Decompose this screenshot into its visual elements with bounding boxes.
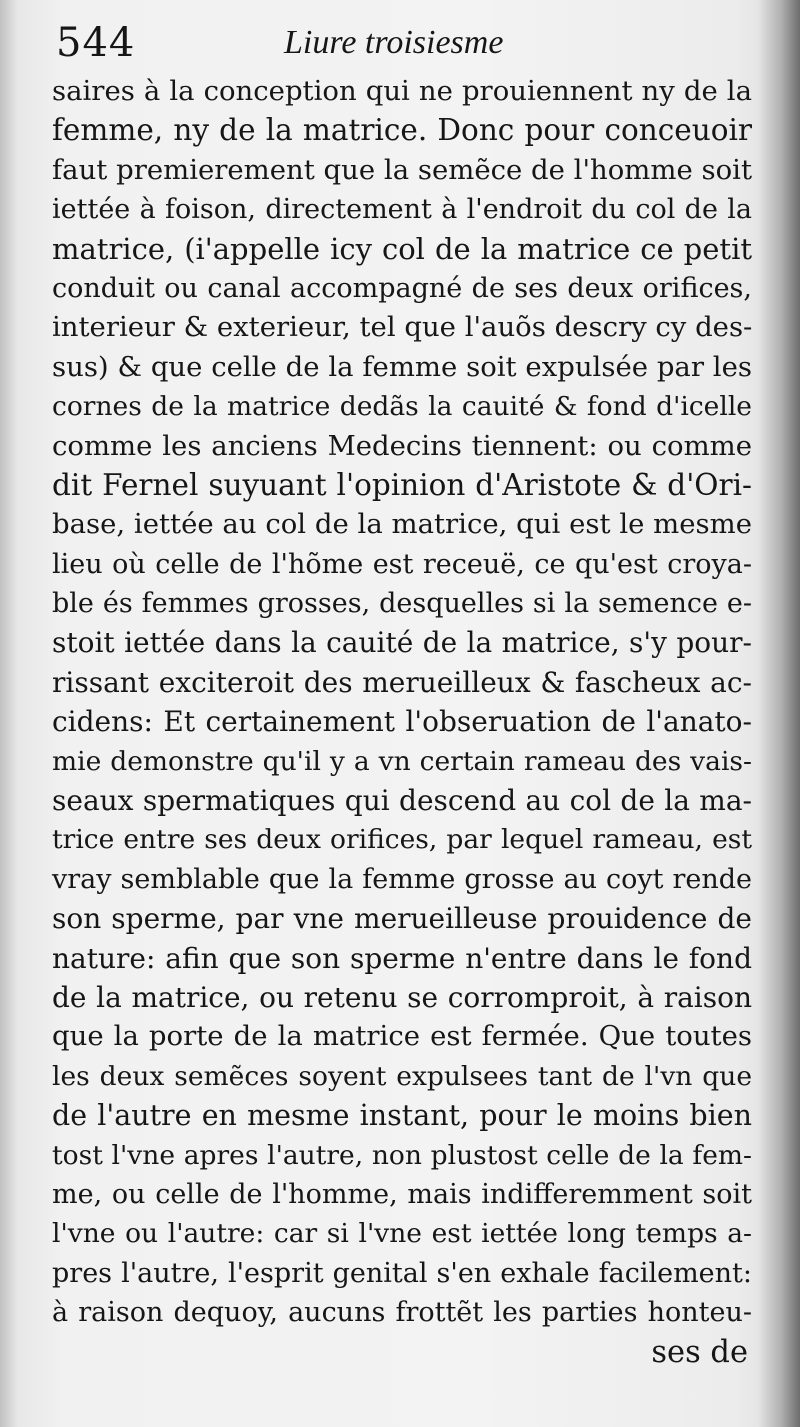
text-line: saires à la conception qui ne prouiennent ny de la (52, 75, 752, 107)
page-header (56, 14, 746, 76)
text-line: nature: afin que son sperme n'entre dans le fond (52, 941, 752, 975)
text-line: femme, ny de la matrice. Donc pour conceuoir (52, 113, 752, 148)
text-line: conduit ou canal accompagné de ses deux orifices, (52, 272, 752, 304)
text-line: tost l'vne apres l'autre, non plustost celle de la fem- (52, 1139, 752, 1171)
text-line: base, iettée au col de la matrice, qui est le mesme (52, 508, 752, 541)
text-line: cornes de la matrice dedãs la cauité & fond d'icelle (52, 391, 752, 423)
text-line: cidens: Et certainement l'obseruation de l'anato- (52, 705, 752, 739)
text-line: sus) & que celle de la femme soit expulsée par les (52, 350, 752, 383)
text-line: pres l'autre, l'esprit genital s'en exhale facilement: (52, 1257, 752, 1289)
text-line: matrice, (i'appelle icy col de la matrice ce petit (52, 231, 752, 266)
body-text (52, 72, 752, 1372)
text-line: trice entre ses deux orifices, par lequel rameau, est (52, 824, 752, 856)
page-right-shadow (758, 0, 800, 1427)
text-line: lieu où celle de l'hõme est receuë, ce qu'est croya- (52, 548, 752, 580)
text-line: ble és femmes grosses, desquelles si la semence e- (52, 588, 752, 620)
page-left-shadow (0, 0, 18, 1427)
text-line: stoit iettée dans la cauité de la matrice, s'y pour- (52, 626, 752, 660)
text-line: faut premierement que la semẽce de l'homme soit (52, 153, 752, 186)
text-line: de l'autre en mesme instant, pour le moins bien (52, 1099, 752, 1133)
text-line: me, ou celle de l'homme, mais indifferemment soit (52, 1178, 752, 1210)
catchword: ses de (651, 1334, 748, 1370)
text-line: rissant exciteroit des merueilleux & fascheux ac- (52, 665, 752, 699)
text-line: vray semblable que la femme grosse au coyt rende (52, 863, 752, 895)
text-line: interieur & exterieur, tel que l'auõs descry cy des- (52, 311, 753, 344)
text-line: à raison dequoy, aucuns frottẽt les parties honteu- (52, 1297, 752, 1329)
text-line: dit Fernel suyuant l'opinion d'Aristote & d'Ori- (52, 467, 752, 502)
text-line: iettée à foison, directement à l'endroit du col de la (52, 194, 752, 226)
text-line: que la porte de la matrice est fermée. Que toutes (52, 1020, 752, 1053)
text-line: mie demonstre qu'il y a vn certain rameau des vais- (52, 745, 752, 777)
page-number: 544 (56, 20, 136, 66)
text-line: l'vne ou l'autre: car si l'vne est iettée long temps a- (52, 1218, 752, 1250)
text-line: son sperme, par vne merueilleuse prouidence de (52, 902, 752, 936)
text-line: de la matrice, ou retenu se corromproit, à raison (52, 980, 752, 1014)
running-title: Liure troisiesme (284, 24, 504, 61)
text-line: seaux spermatiques qui descend au col de la ma- (52, 784, 752, 818)
text-line: les deux semẽces soyent expulsees tant de l'vn que (52, 1060, 752, 1092)
text-line: comme les anciens Medecins tiennent: ou comme (52, 429, 752, 462)
